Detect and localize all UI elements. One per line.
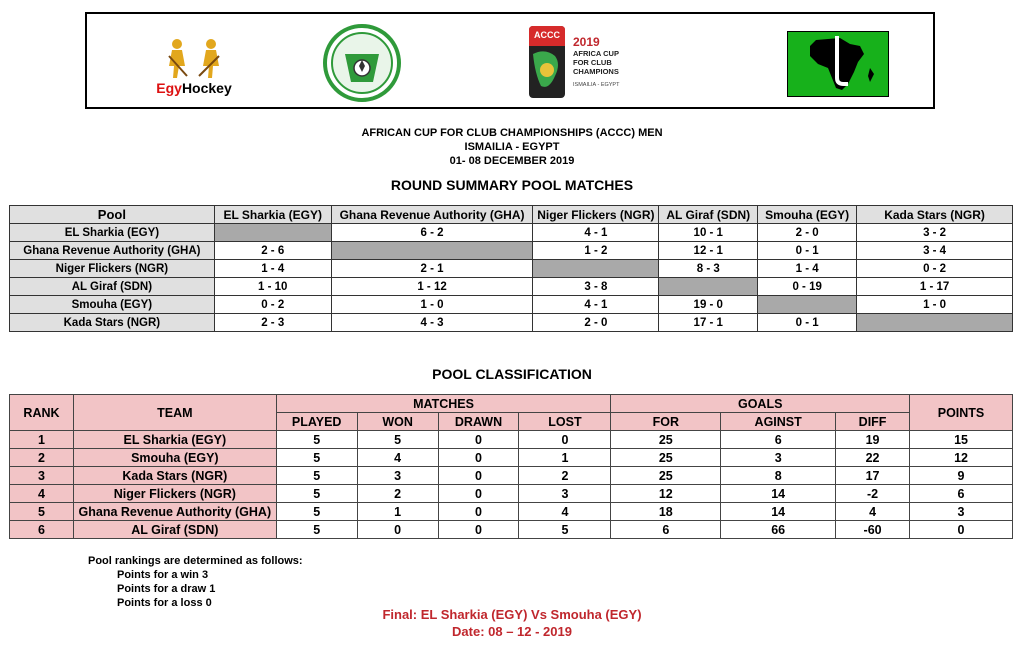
summary-blank-cell <box>659 278 758 296</box>
final-match: Final: EL Sharkia (EGY) Vs Smouha (EGY) <box>382 607 642 622</box>
summary-score-cell: 0 - 2 <box>214 296 331 314</box>
summary-score-cell: 8 - 3 <box>659 260 758 278</box>
egy-hockey-logo <box>139 36 249 100</box>
summary-header-row <box>10 206 1013 224</box>
final-date: Date: 08 – 12 - 2019 <box>452 624 572 639</box>
summary-title: ROUND SUMMARY POOL MATCHES <box>390 177 634 193</box>
classification-points-cell: 15 <box>910 431 1013 449</box>
summary-score-cell: 19 - 0 <box>659 296 758 314</box>
summary-blank-cell <box>331 242 533 260</box>
egy-text: Egy <box>156 80 182 96</box>
summary-score-cell: 1 - 17 <box>857 278 1013 296</box>
summary-col-header: EL Sharkia (EGY) <box>214 206 331 224</box>
accc-line1: AFRICA CUP <box>573 49 619 58</box>
summary-score-cell: 2 - 3 <box>214 314 331 332</box>
classification-for-cell: 25 <box>611 449 721 467</box>
classification-against-cell: 8 <box>721 467 836 485</box>
classification-won-cell: 2 <box>357 485 438 503</box>
classification-lost-cell: 4 <box>519 503 611 521</box>
summary-row <box>10 260 1013 278</box>
pool-classification-table <box>9 394 1013 539</box>
classification-header-row-1 <box>10 395 1013 413</box>
accc-year: 2019 <box>573 35 600 49</box>
classification-team-cell: Kada Stars (NGR) <box>73 467 276 485</box>
summary-score-cell: 1 - 4 <box>758 260 857 278</box>
classification-lost-cell: 2 <box>519 467 611 485</box>
for-header: FOR <box>611 413 721 431</box>
summary-score-cell: 0 - 2 <box>857 260 1013 278</box>
summary-row-team: Smouha (EGY) <box>10 296 215 314</box>
classification-for-cell: 6 <box>611 521 721 539</box>
accc-abbr: ACCC <box>534 30 560 40</box>
accc-line4: ISMAILIA - EGYPT <box>573 82 620 88</box>
lost-header: LOST <box>519 413 611 431</box>
classification-row <box>10 467 1013 485</box>
classification-played-cell: 5 <box>276 485 357 503</box>
played-header: PLAYED <box>276 413 357 431</box>
summary-col-header: Smouha (EGY) <box>758 206 857 224</box>
classification-played-cell: 5 <box>276 431 357 449</box>
summary-row-team: AL Giraf (SDN) <box>10 278 215 296</box>
classification-won-cell: 0 <box>357 521 438 539</box>
classification-for-cell: 25 <box>611 431 721 449</box>
summary-score-cell: 2 - 0 <box>533 314 659 332</box>
classification-team-cell: EL Sharkia (EGY) <box>73 431 276 449</box>
summary-blank-cell <box>758 296 857 314</box>
summary-score-cell: 4 - 1 <box>533 296 659 314</box>
summary-row-team: Kada Stars (NGR) <box>10 314 215 332</box>
classification-lost-cell: 1 <box>519 449 611 467</box>
summary-row <box>10 278 1013 296</box>
classification-rank-cell: 2 <box>10 449 74 467</box>
summary-score-cell: 1 - 0 <box>331 296 533 314</box>
classification-points-cell: 6 <box>910 485 1013 503</box>
summary-score-cell: 3 - 2 <box>857 224 1013 242</box>
classification-title: POOL CLASSIFICATION <box>432 366 592 382</box>
classification-against-cell: 14 <box>721 485 836 503</box>
classification-team-cell: Ghana Revenue Authority (GHA) <box>73 503 276 521</box>
summary-blank-cell <box>533 260 659 278</box>
africa-map-icon <box>788 32 888 96</box>
classification-for-cell: 25 <box>611 467 721 485</box>
summary-score-cell: 1 - 4 <box>214 260 331 278</box>
classification-lost-cell: 0 <box>519 431 611 449</box>
classification-diff-cell: 22 <box>836 449 910 467</box>
classification-rank-cell: 4 <box>10 485 74 503</box>
goals-header: GOALS <box>611 395 910 413</box>
summary-score-cell: 2 - 6 <box>214 242 331 260</box>
summary-blank-cell <box>214 224 331 242</box>
classification-row <box>10 521 1013 539</box>
accc-line2: FOR CLUB <box>573 58 612 67</box>
classification-for-cell: 18 <box>611 503 721 521</box>
classification-diff-cell: 4 <box>836 503 910 521</box>
summary-score-cell: 0 - 19 <box>758 278 857 296</box>
accc-2019-logo <box>525 24 645 100</box>
sharkia-club-crest <box>315 24 409 102</box>
summary-row <box>10 314 1013 332</box>
classification-rank-cell: 3 <box>10 467 74 485</box>
hockey-players-icon <box>139 36 249 80</box>
classification-points-cell: 12 <box>910 449 1013 467</box>
classification-drawn-cell: 0 <box>438 521 519 539</box>
final-info <box>0 606 1024 640</box>
classification-drawn-cell: 0 <box>438 449 519 467</box>
classification-against-cell: 66 <box>721 521 836 539</box>
notes-loss: Points for a loss 0 <box>117 597 212 609</box>
classification-drawn-cell: 0 <box>438 431 519 449</box>
africa-hockey-flag <box>787 31 889 97</box>
classification-diff-cell: 17 <box>836 467 910 485</box>
summary-col-header: Ghana Revenue Authority (GHA) <box>331 206 533 224</box>
summary-col-header: Niger Flickers (NGR) <box>533 206 659 224</box>
classification-team-cell: Smouha (EGY) <box>73 449 276 467</box>
classification-won-cell: 5 <box>357 431 438 449</box>
classification-lost-cell: 5 <box>519 521 611 539</box>
classification-row <box>10 449 1013 467</box>
summary-score-cell: 4 - 3 <box>331 314 533 332</box>
summary-row-team: Ghana Revenue Authority (GHA) <box>10 242 215 260</box>
classification-diff-cell: 19 <box>836 431 910 449</box>
accc-line3: CHAMPIONS <box>573 67 619 76</box>
classification-diff-cell: -60 <box>836 521 910 539</box>
diff-header: DIFF <box>836 413 910 431</box>
summary-corner: Pool <box>10 206 215 224</box>
summary-score-cell: 17 - 1 <box>659 314 758 332</box>
classification-row <box>10 485 1013 503</box>
classification-team-cell: Niger Flickers (NGR) <box>73 485 276 503</box>
ranking-notes <box>88 554 303 610</box>
classification-rank-cell: 1 <box>10 431 74 449</box>
classification-won-cell: 1 <box>357 503 438 521</box>
notes-win: Points for a win 3 <box>117 569 209 581</box>
classification-points-cell: 3 <box>910 503 1013 521</box>
won-header: WON <box>357 413 438 431</box>
summary-score-cell: 1 - 10 <box>214 278 331 296</box>
classification-row <box>10 503 1013 521</box>
classification-points-cell: 9 <box>910 467 1013 485</box>
round-summary-table <box>9 205 1013 332</box>
event-location: ISMAILIA - EGYPT <box>464 141 560 153</box>
summary-score-cell: 2 - 1 <box>331 260 533 278</box>
summary-col-header: Kada Stars (NGR) <box>857 206 1013 224</box>
event-dates: 01- 08 DECEMBER 2019 <box>449 155 575 167</box>
logo-banner <box>85 12 935 109</box>
summary-score-cell: 0 - 1 <box>758 314 857 332</box>
summary-score-cell: 12 - 1 <box>659 242 758 260</box>
drawn-header: DRAWN <box>438 413 519 431</box>
notes-draw: Points for a draw 1 <box>117 583 216 595</box>
hockey-text: Hockey <box>181 80 232 96</box>
classification-played-cell: 5 <box>276 503 357 521</box>
team-header: TEAM <box>73 395 276 431</box>
classification-lost-cell: 3 <box>519 485 611 503</box>
club-crest-icon <box>315 24 409 102</box>
classification-diff-cell: -2 <box>836 485 910 503</box>
classification-won-cell: 4 <box>357 449 438 467</box>
summary-row <box>10 242 1013 260</box>
summary-score-cell: 2 - 0 <box>758 224 857 242</box>
classification-for-cell: 12 <box>611 485 721 503</box>
classification-drawn-cell: 0 <box>438 467 519 485</box>
accc-emblem <box>525 24 645 100</box>
summary-col-header: AL Giraf (SDN) <box>659 206 758 224</box>
against-header: AGINST <box>721 413 836 431</box>
matches-header: MATCHES <box>276 395 611 413</box>
classification-team-cell: AL Giraf (SDN) <box>73 521 276 539</box>
summary-score-cell: 1 - 0 <box>857 296 1013 314</box>
classification-against-cell: 3 <box>721 449 836 467</box>
classification-played-cell: 5 <box>276 449 357 467</box>
classification-row <box>10 431 1013 449</box>
summary-row <box>10 224 1013 242</box>
classification-played-cell: 5 <box>276 467 357 485</box>
summary-score-cell: 6 - 2 <box>331 224 533 242</box>
summary-score-cell: 3 - 4 <box>857 242 1013 260</box>
classification-won-cell: 3 <box>357 467 438 485</box>
classification-rank-cell: 5 <box>10 503 74 521</box>
points-header: POINTS <box>910 395 1013 431</box>
classification-against-cell: 6 <box>721 431 836 449</box>
classification-drawn-cell: 0 <box>438 503 519 521</box>
classification-played-cell: 5 <box>276 521 357 539</box>
summary-row <box>10 296 1013 314</box>
classification-points-cell: 0 <box>910 521 1013 539</box>
classification-against-cell: 14 <box>721 503 836 521</box>
summary-row-team: EL Sharkia (EGY) <box>10 224 215 242</box>
summary-score-cell: 10 - 1 <box>659 224 758 242</box>
summary-score-cell: 4 - 1 <box>533 224 659 242</box>
summary-row-team: Niger Flickers (NGR) <box>10 260 215 278</box>
event-title: AFRICAN CUP FOR CLUB CHAMPIONSHIPS (ACCC) MEN <box>361 127 663 139</box>
summary-score-cell: 1 - 12 <box>331 278 533 296</box>
summary-score-cell: 0 - 1 <box>758 242 857 260</box>
event-header <box>0 126 1024 168</box>
summary-score-cell: 1 - 2 <box>533 242 659 260</box>
classification-rank-cell: 6 <box>10 521 74 539</box>
summary-score-cell: 3 - 8 <box>533 278 659 296</box>
rank-header: RANK <box>10 395 74 431</box>
notes-heading: Pool rankings are determined as follows: <box>88 555 303 567</box>
summary-blank-cell <box>857 314 1013 332</box>
classification-drawn-cell: 0 <box>438 485 519 503</box>
